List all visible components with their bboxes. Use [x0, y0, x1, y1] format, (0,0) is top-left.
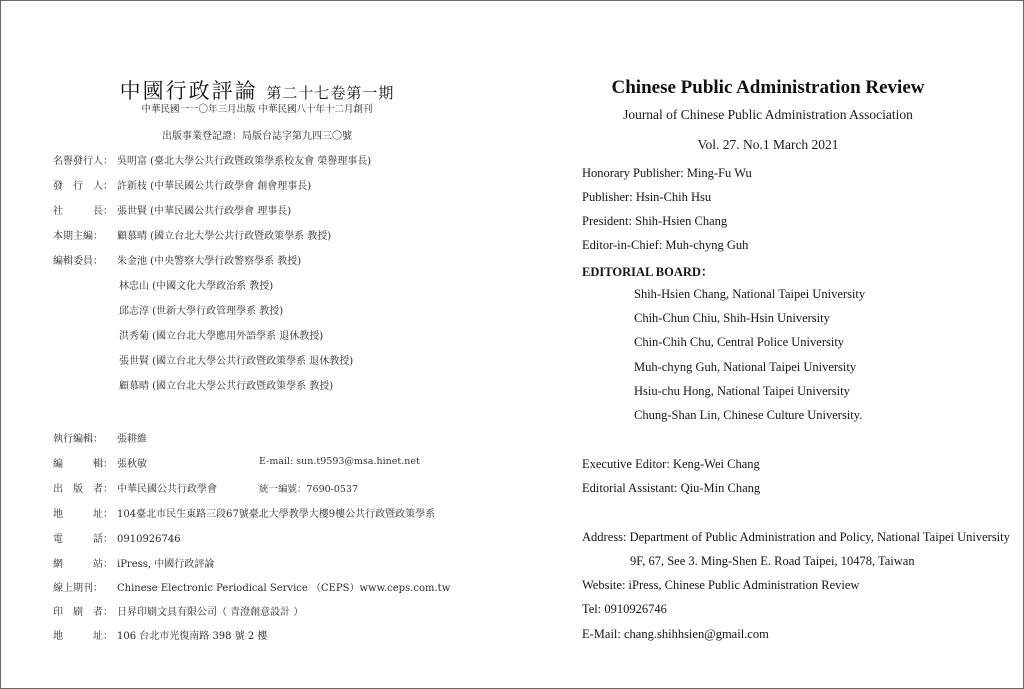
phone-row-zh	[53, 530, 181, 545]
board-member-zh: 張世賢 (國立台北大學公共行政暨政策學系 退休教授)	[119, 356, 354, 367]
row-value: 104臺北市民生東路三段67號臺北大學教學大樓9樓公共行政暨政策學系	[117, 509, 436, 520]
editorial-board-heading-en: EDITORIAL BOARD：	[582, 265, 714, 279]
address-row-zh	[53, 505, 435, 520]
row-label: 地 址：	[53, 631, 113, 642]
phone-en: Tel: 0910926746	[582, 602, 667, 616]
volume-zh: 第二十七卷第一期	[266, 84, 395, 102]
row-label: 電 話：	[53, 534, 113, 545]
publisher-org-row-zh	[53, 480, 217, 495]
row-label: 執行編輯：	[53, 434, 103, 445]
editor-email-zh: E-mail: sun.t9593@msa.hinet.net	[259, 456, 420, 467]
journal-subtitle-en: Journal of Chinese Public Administration Association	[623, 107, 913, 122]
row-label: 地 址：	[53, 509, 113, 520]
board-member-en: Chih-Chun Chiu, Shih-Hsin University	[634, 311, 830, 325]
editorial-assistant-en: Editorial Assistant: Qiu-Min Chang	[582, 481, 761, 495]
online-journal-row-zh	[53, 579, 450, 594]
board-member-zh: 洪秀菊 (國立台北大學應用外語學系 退休教授)	[119, 331, 324, 342]
left-page-chinese	[1, 1, 513, 688]
volume-en: Vol. 27. No.1 March 2021	[697, 137, 839, 152]
registration-zh: 出版事業登記證：局版台誌字第九四三〇號	[162, 131, 352, 142]
board-member-en: Muh-chyng Guh, National Taipei University	[634, 360, 857, 374]
row-value: 日昇印刷文具有限公司（ 青澄創意設計 ）	[117, 607, 304, 618]
row-label: 出 版 者：	[53, 484, 113, 495]
board-member-zh: 顧慕晴 (國立台北大學公共行政暨政策學系 教授)	[119, 381, 334, 392]
board-member-en: Shih-Hsien Chang, National Taipei University	[634, 287, 866, 301]
journal-name-zh: 中國行政評論	[119, 79, 258, 103]
row-value: 顧慕晴 (國立台北大學公共行政暨政策學系 教授)	[117, 231, 332, 242]
website-en: Website: iPress, Chinese Public Administration Review	[582, 578, 860, 592]
row-value: 許新枝 (中華民國公共行政學會 創會理事長)	[117, 181, 312, 192]
row-label: 網 站：	[53, 559, 113, 570]
board-member-zh: 林忠山 (中國文化大學政治系 教授)	[119, 281, 274, 292]
board-member-en: Chin-Chih Chu, Central Police University	[634, 335, 845, 349]
executive-editor-row-zh	[53, 430, 147, 445]
row-value: 中華民國公共行政學會	[117, 484, 217, 495]
editorial-board-row-zh	[53, 252, 301, 267]
row-value: 張秋敏	[117, 459, 147, 470]
president-en: President: Shih-Hsien Chang	[582, 214, 728, 228]
publisher-en: Publisher: Hsin-Chih Hsu	[582, 190, 712, 204]
journal-title-en: Chinese Public Administration Review	[611, 77, 925, 98]
president-row-zh	[53, 202, 291, 217]
row-value: 0910926746	[117, 534, 181, 545]
honorary-publisher-en: Honorary Publisher: Ming-Fu Wu	[582, 166, 752, 180]
tax-id-zh: 統一編號：7690-0537	[259, 484, 359, 495]
row-label: 社 長：	[53, 206, 113, 217]
honorary-publisher-row-zh	[53, 152, 371, 167]
editor-in-chief-row-zh	[53, 227, 331, 242]
row-value: 106 台北市光復南路 398 號 2 樓	[117, 631, 268, 642]
email-en: E-Mail: chang.shihhsien@gmail.com	[582, 627, 769, 641]
publisher-row-zh	[53, 177, 311, 192]
editor-in-chief-en: Editor-in-Chief: Muh-chyng Guh	[582, 238, 749, 252]
row-label: 印 刷 者：	[53, 607, 113, 618]
board-member-en: Chung-Shan Lin, Chinese Culture University.	[634, 408, 863, 422]
row-label: 編 輯：	[53, 459, 113, 470]
row-value: iPress, 中國行政評論	[117, 559, 215, 570]
row-label: 名譽發行人：	[53, 156, 113, 167]
row-value: 張耕維	[117, 434, 147, 445]
row-value: 朱金池 (中央警察大學行政警察學系 教授)	[117, 256, 302, 267]
row-label: 本期主編：	[53, 231, 103, 242]
row-label: 線上期刊：	[53, 583, 103, 594]
board-member-zh: 邱志淳 (世新大學行政管理學系 教授)	[119, 306, 284, 317]
website-row-zh	[53, 555, 214, 570]
row-value: 吳明富 (臺北大學公共行政暨政策學系校友會 榮譽理事長)	[117, 156, 372, 167]
right-page-english	[513, 1, 1023, 688]
executive-editor-en: Executive Editor: Keng-Wei Chang	[582, 457, 760, 471]
row-value: 張世賢 (中華民國公共行政學會 理事長)	[117, 206, 292, 217]
board-member-en: Hsiu-chu Hong, National Taipei University	[634, 384, 850, 398]
address-en: Address: Department of Public Administration and Policy, National Taipei University	[582, 530, 1010, 544]
printer-row-zh	[53, 603, 303, 618]
row-label: 發 行 人：	[53, 181, 113, 192]
row-label: 編輯委員：	[53, 256, 103, 267]
printer-address-row-zh	[53, 627, 267, 642]
address-line2-en: 9F, 67, See 3. Ming-Shen E. Road Taipei, 10478, Taiwan	[630, 554, 915, 568]
publication-dates-zh: 中華民國一一〇年三月出版 中華民國八十年十二月創刊	[141, 104, 373, 115]
row-value: Chinese Electronic Periodical Service （CEPS）www.ceps.com.tw	[117, 583, 451, 594]
editor-row-zh	[53, 455, 147, 470]
